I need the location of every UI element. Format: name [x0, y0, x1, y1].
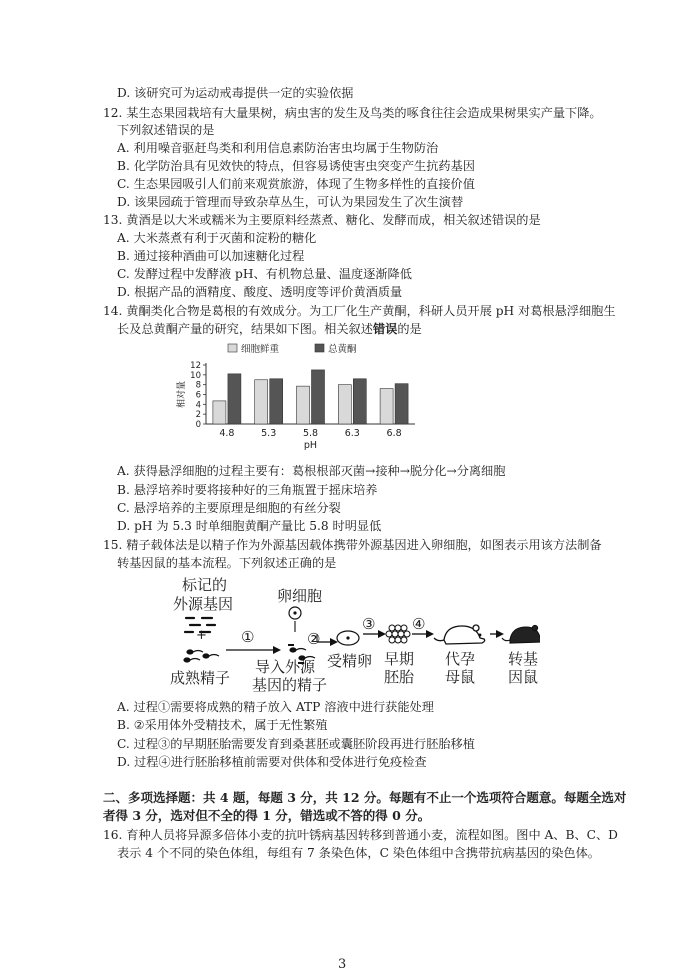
section2-heading-line1: 二、多项选择题：共 4 题，每题 3 分，共 12 分。每题有不止一个选项符合题意。每题全选对	[103, 790, 627, 805]
bar-fresh-weight-ph-6.3	[338, 385, 351, 424]
q13-stem: 13. 黄酒是以大米或糯米为主要原料经蒸煮、糖化、发酵而成，相关叙述错误的是	[103, 213, 541, 227]
label-step4: ④	[412, 615, 426, 633]
q14-stem-line1: 14. 黄酮类化合物是葛根的有效成分。为工厂化生产黄酮，科研人员开展 pH 对葛根悬浮细胞生	[103, 304, 616, 318]
transgenic-mouse-icon	[502, 625, 540, 643]
bar-flavonoid-ph-6.3	[353, 379, 366, 424]
label-surrogate-2: 母鼠	[445, 668, 476, 686]
q14-option-c: C. 悬浮培养的主要原理是细胞的有丝分裂	[117, 501, 341, 515]
bar-fresh-weight-ph-6.8	[380, 389, 393, 424]
early-embryo-icon	[386, 625, 410, 643]
bar-flavonoid-ph-4.8	[228, 374, 241, 424]
bar-fresh-weight-ph-5.3	[255, 380, 268, 424]
q11-option-d: D. 该研究可为运动戒毒提供一定的实验依据	[117, 86, 354, 100]
label-early-embryo-1: 早期	[384, 650, 415, 668]
label-plus: +	[196, 628, 207, 643]
q14-stem-tail: 的是	[397, 322, 422, 336]
legend-swatch-flavonoid	[315, 344, 324, 352]
q14-stem-text: 长及总黄酮产量的研究，结果如下图。相关叙述	[117, 322, 373, 336]
label-early-embryo-2: 胚胎	[384, 668, 415, 686]
label-loaded-sperm-1: 导入外源	[255, 658, 316, 676]
x-tick-label-6.8: 6.8	[386, 428, 402, 439]
arrow-step3-head	[378, 630, 386, 638]
label-surrogate-1: 代孕	[445, 650, 476, 668]
label-zygote: 受精卵	[327, 652, 373, 670]
q14-stem-line2	[117, 321, 422, 337]
y-tick-label-2: 2	[195, 410, 201, 421]
q15-option-a: A. 过程①需要将成熟的精子放入 ATP 溶液中进行获能处理	[117, 700, 434, 714]
q13-option-d: D. 根据产品的酒精度、酸度、透明度等评价黄酒质量	[117, 285, 403, 299]
label-egg-cell: 卵细胞	[277, 587, 323, 605]
x-tick-label-6.3: 6.3	[344, 428, 360, 439]
y-axis-label: 相对量	[177, 380, 187, 409]
section2-heading-line2: 者得 3 分，选对但不全的得 1 分，错选或不答的得 0 分。	[103, 808, 431, 823]
label-tagged-gene-2: 外源基因	[173, 595, 234, 613]
legend-label-flavonoid: 总黄酮	[328, 344, 357, 355]
legend-label-fresh-weight: 细胞鲜重	[241, 344, 280, 355]
label-step3: ③	[362, 615, 376, 633]
q14-bar-chart	[170, 340, 420, 450]
y-tick-label-6: 6	[195, 390, 201, 401]
x-tick-label-4.8: 4.8	[219, 428, 235, 439]
q15-flow-diagram	[160, 572, 540, 694]
q15-stem-line2: 转基因鼠的基本流程。下列叙述正确的是	[117, 556, 337, 570]
q15-option-b: B. ②采用体外受精技术，属于无性繁殖	[117, 718, 328, 732]
q12-option-b: B. 化学防治具有见效快的特点，但容易诱使害虫突变产生抗药基因	[117, 159, 475, 173]
page-number: 3	[338, 957, 347, 972]
q14-option-a: A. 获得悬浮细胞的过程主要有：葛根根部灭菌→接种→脱分化→分离细胞	[117, 464, 506, 478]
q14-option-b: B. 悬浮培养时要将接种好的三角瓶置于摇床培养	[117, 483, 378, 497]
label-transgenic-1: 转基	[508, 650, 539, 668]
surrogate-mouse-icon	[434, 625, 485, 644]
bar-fresh-weight-ph-5.8	[297, 386, 310, 424]
q16-stem-line1: 16. 育种人员将异源多倍体小麦的抗叶锈病基因转移到普通小麦，流程如图。图中 A、B、C、D	[103, 828, 618, 842]
q15-option-d: D. 过程④进行胚胎移植前需要对供体和受体进行免疫检查	[117, 755, 427, 769]
q15-option-c: C. 过程③的早期胚胎需要发育到桑葚胚或囊胚阶段再进行胚胎移植	[117, 737, 475, 751]
q16-stem-line2: 表示 4 个不同的染色体组，每组有 7 条染色体，C 染色体组中含携带抗病基因的染色体。	[117, 846, 600, 860]
bar-fresh-weight-ph-4.8	[213, 401, 226, 424]
bar-flavonoid-ph-5.8	[312, 370, 325, 424]
q12-stem-line1: 12. 某生态果园栽培有大量果树，病虫害的发生及鸟类的啄食往往会造成果树果实产量下降。	[103, 106, 602, 120]
q13-option-a: A. 大米蒸煮有利于灭菌和淀粉的糖化	[117, 231, 317, 245]
arrow-step4-head	[426, 630, 434, 638]
zygote-icon	[337, 631, 359, 645]
y-tick-label-0: 0	[195, 420, 201, 430]
arrow-step1-head	[273, 646, 281, 654]
q12-stem-line2: 下列叙述错误的是	[117, 123, 215, 137]
q15-stem-line1: 15. 精子载体法是以精子作为外源基因载体携带外源基因进入卵细胞，如图表示用该方法制备	[103, 538, 602, 552]
label-step2: ②	[307, 630, 321, 648]
y-tick-label-8: 8	[195, 380, 201, 391]
x-axis-label: pH	[303, 440, 318, 450]
sperm-icon	[184, 650, 219, 662]
bar-flavonoid-ph-5.3	[270, 379, 283, 424]
y-tick-label-10: 10	[190, 370, 201, 381]
label-mature-sperm: 成熟精子	[170, 669, 231, 687]
q12-option-a: A. 利用噪音驱赶鸟类和利用信息素防治害虫均属于生物防治	[117, 141, 439, 155]
q14-stem-emphasis: 错误	[372, 322, 398, 336]
label-loaded-sperm-2: 基因的精子	[252, 676, 328, 694]
x-tick-label-5.8: 5.8	[302, 428, 319, 439]
q12-option-d: D. 该果园疏于管理而导致杂草丛生，可认为果园发生了次生演替	[117, 195, 464, 209]
y-tick-label-12: 12	[190, 361, 201, 371]
q12-option-c: C. 生态果园吸引人们前来观赏旅游，体现了生物多样性的直接价值	[117, 177, 475, 191]
q13-option-c: C. 发酵过程中发酵液 pH、有机物总量、温度逐渐降低	[117, 267, 412, 281]
label-transgenic-2: 因鼠	[508, 668, 539, 686]
label-tagged-gene-1: 标记的	[182, 576, 228, 594]
legend-swatch-fresh-weight	[228, 344, 237, 352]
bar-flavonoid-ph-6.8	[395, 384, 408, 424]
x-tick-label-5.3: 5.3	[261, 428, 277, 439]
q13-option-b: B. 通过接种酒曲可以加速糖化过程	[117, 249, 305, 263]
label-step1: ①	[241, 628, 255, 646]
egg-cell-icon	[289, 607, 301, 619]
q14-option-d: D. pH 为 5.3 时单细胞黄酮产量比 5.8 时明显低	[117, 519, 382, 533]
y-tick-label-4: 4	[195, 400, 201, 411]
arrow-to-offspring-head	[496, 630, 504, 638]
